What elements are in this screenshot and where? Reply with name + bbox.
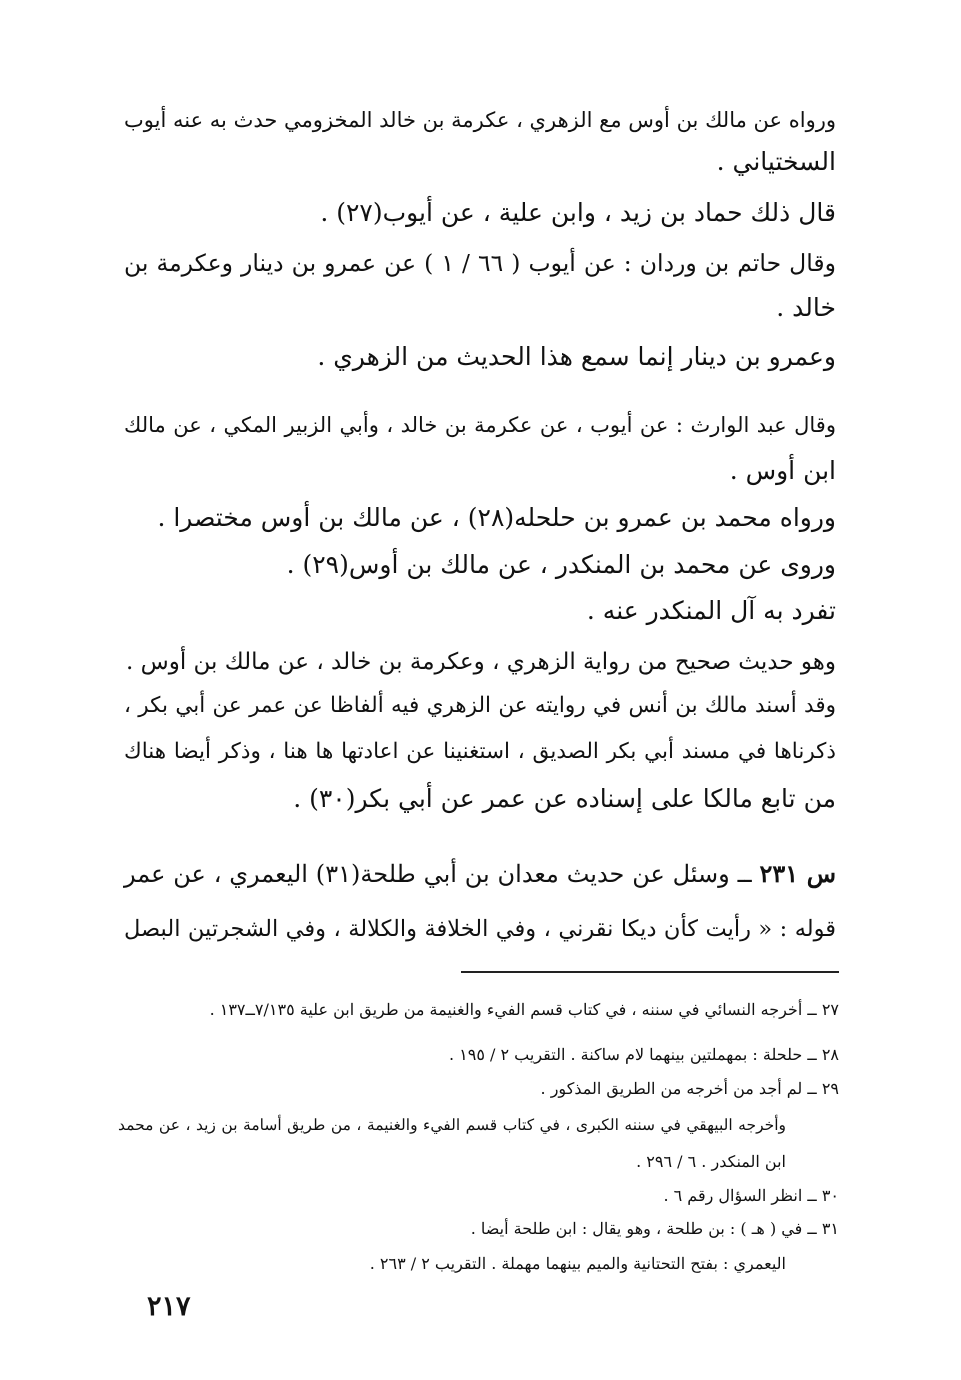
- footnote-29: ٢٩ ــ لم أجد من أخرجه من الطريق المذكور .: [540, 1079, 839, 1098]
- footnote-29-continuation-1: وأخرجه البيهقي في سننه الكبرى ، في كتاب قسم الفيء والغنيمة ، من طريق أسامة بن زيد ، عن محمد: [118, 1116, 786, 1134]
- body-line-13: وقد أسند مالك بن أنس في روايته عن الزهري فيه ألفاظا عن عمر عن أبي بكر ،: [124, 693, 836, 718]
- body-line-9: ورواه محمد بن عمرو بن حلحله(٢٨) ، عن مالك بن أوس مختصرا .: [157, 503, 836, 532]
- page-number: ٢١٧: [147, 1291, 191, 1322]
- question-number: س ٢٣١: [759, 859, 837, 888]
- footnote-31-continuation: اليعمري : بفتح التحتانية والميم بينهما مهملة . التقريب ٢ / ٢٦٣ .: [369, 1254, 786, 1273]
- body-line-8: ابن أوس .: [729, 456, 836, 485]
- footnote-27: ٢٧ ــ أخرجه النسائي في سننه ، في كتاب قسم الفيء والغنيمة من طريق ابن علية ٧/١٣٥ــ١٣٧ .: [209, 1000, 839, 1019]
- body-line-5: خالد .: [776, 293, 836, 322]
- body-line-14: ذكرناها في مسند أبي بكر الصديق ، استغنينا عن اعادتها ها هنا ، وذكر أيضا هناك: [124, 739, 836, 764]
- body-line-1: ورواه عن مالك بن أوس مع الزهري ، عكرمة بن خالد المخزومي حدث به عنه أيوب: [124, 108, 836, 132]
- footnote-31: ٣١ ــ في ( هـ ) : بن طلحة ، وهو يقال : ابن طلحة أيضا .: [470, 1219, 839, 1238]
- question-text-1: ــ وسئل عن حديث معدان بن أبي طلحة(٣١) اليعمري ، عن عمر: [124, 860, 760, 888]
- body-line-10: وروى عن محمد بن المنكدر ، عن مالك بن أوس(٢٩) .: [286, 550, 836, 579]
- body-line-7: وقال عبد الوارث : عن أيوب ، عن عكرمة بن خالد ، وأبي الزبير المكي ، عن مالك: [124, 413, 836, 437]
- body-line-15: من تابع مالكا على إسناده عن عمر عن أبي بكر(٣٠) .: [293, 784, 836, 813]
- question-text-2: قوله : « رأيت كأن ديكا نقرني ، وفي الخلافة والكلالة ، وفي الشجرتين البصل: [124, 916, 836, 942]
- question-heading-line: [124, 857, 836, 891]
- body-line-3: قال ذلك حماد بن زيد ، وابن علية ، عن أيوب(٢٧) .: [320, 198, 836, 227]
- body-line-2: السختياني .: [716, 147, 836, 176]
- body-line-12: وهو حديث صحيح من رواية الزهري ، وعكرمة بن خالد ، عن مالك بن أوس .: [126, 649, 836, 675]
- footnote-30: ٣٠ ــ انظر السؤال رقم ٦ .: [663, 1186, 839, 1205]
- footnote-28: ٢٨ ــ حلحلة : بمهملتين بينهما لام ساكنة . التقريب ٢ / ١٩٥ .: [448, 1045, 839, 1064]
- body-line-11: تفرد به آل المنكدر عنه .: [586, 596, 836, 625]
- body-line-6: وعمرو بن دينار إنما سمع هذا الحديث من الزهري .: [317, 342, 836, 371]
- footnote-separator: [461, 971, 839, 973]
- footnote-29-continuation-2: ابن المنكدر . ٦ / ٢٩٦ .: [636, 1152, 786, 1171]
- body-line-4: وقال حاتم بن وردان : عن أيوب ( ٦٦ / ١ ) عن عمرو بن دينار وعكرمة بن: [124, 249, 836, 277]
